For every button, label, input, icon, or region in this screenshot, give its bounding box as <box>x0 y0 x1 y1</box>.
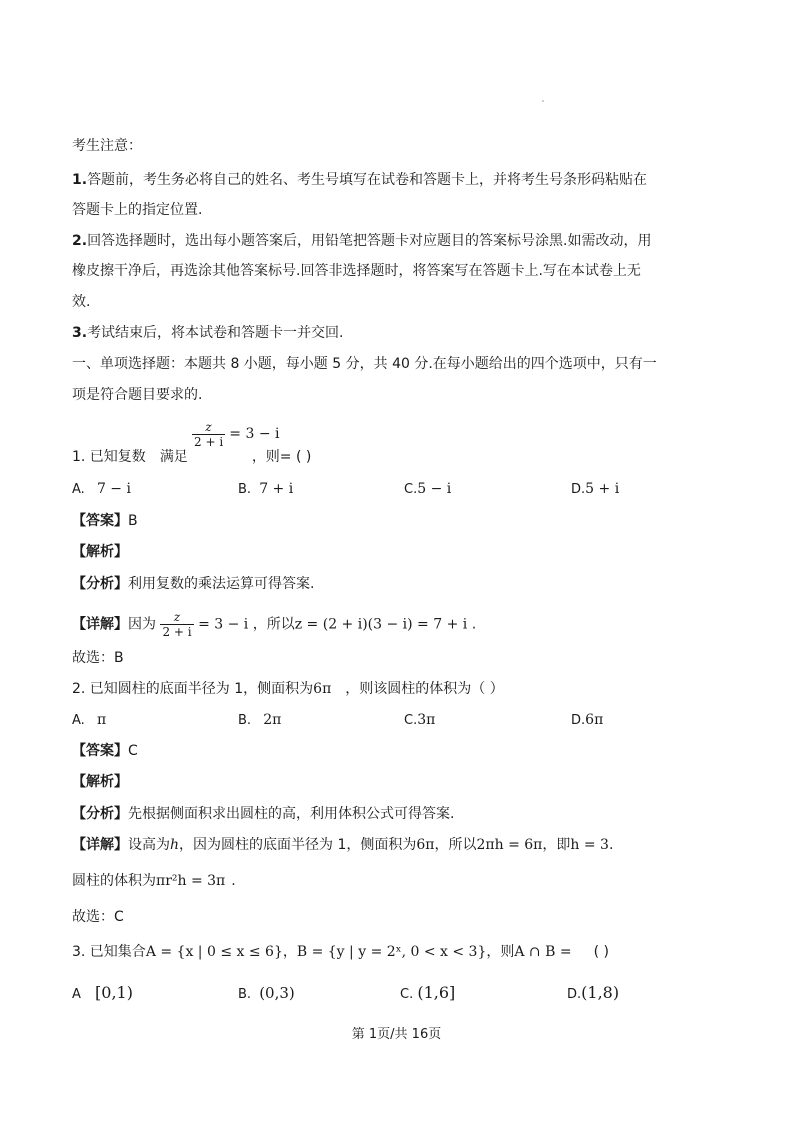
q1-stem-suffix: ，则= ( ) <box>251 449 312 465</box>
q1-choose: 故选：B <box>72 650 124 666</box>
q1-fraction-numerator: z <box>192 420 225 435</box>
q3-comma: ， <box>282 944 297 960</box>
q1-detail-fraction <box>160 610 193 639</box>
q1-fraction <box>192 420 225 449</box>
notice-item-1 <box>72 170 647 190</box>
q2-stem-math: 6π <box>313 681 332 697</box>
q1-option-a <box>72 479 131 500</box>
q1-analysis-tag: 【解析】 <box>72 544 128 560</box>
q2-volume <box>72 871 236 891</box>
q2-detail-h3: h = 3 <box>570 837 609 853</box>
q3-stem <box>72 942 609 962</box>
q2-option-d-label: D. <box>571 713 586 728</box>
q2-stem-pre: 2. 已知圆柱的底面半径为 1，侧面积为 <box>72 681 314 697</box>
notice-item-2 <box>72 231 652 251</box>
q1-detail-fraction-numerator: z <box>160 610 193 625</box>
q2-option-a-label: A. <box>72 713 85 728</box>
q2-option-a-value: π <box>96 712 107 728</box>
notice-item-2-cont2: 效. <box>72 294 91 310</box>
q1-detail-expr: z = (2 + i)(3 − i) = 7 + i <box>294 616 468 633</box>
q2-detail-c: ，所以 <box>434 837 477 853</box>
q3-option-b-label: B. <box>238 987 252 1002</box>
q3-stem-post: ( ) <box>593 944 609 960</box>
q3-option-c-value: (1,6] <box>417 983 456 1002</box>
q2-option-a <box>72 710 106 731</box>
notice-item-2-number: 2. <box>72 233 88 249</box>
q1-detail-fraction-denominator: 2 + i <box>162 625 192 639</box>
q1-detail-tag: 【详解】 <box>72 616 128 633</box>
notice-item-3-text: 考试结束后，将本试卷和答题卡一并交回. <box>87 325 344 341</box>
q1-stem <box>72 447 311 467</box>
q1-option-b-value: 7 + i <box>259 481 294 497</box>
q2-detail-a: 设高为 <box>128 837 170 853</box>
q2-volume-end: . <box>231 873 236 889</box>
q1-fraction-denominator: 2 + i <box>194 435 224 449</box>
notice-item-2-cont: 橡皮擦干净后，再选涂其他答案标号.回答非选择题时，将答案写在答题卡上.写在本试卷上无 <box>72 263 641 279</box>
q1-fenxi <box>72 574 314 594</box>
q1-fenxi-text: 利用复数的乘法运算可得答案. <box>128 576 315 592</box>
q3-option-b <box>238 983 295 1005</box>
q3-option-d <box>567 983 619 1005</box>
q1-option-a-label: A. <box>72 482 85 497</box>
q2-volume-pre: 圆柱的体积为 <box>72 873 156 889</box>
q1-option-a-value: 7 − i <box>96 481 131 497</box>
q2-fenxi <box>72 804 454 824</box>
q2-answer <box>72 741 138 761</box>
q1-option-b-label: B. <box>238 482 252 497</box>
notice-item-1-cont: 答题卡上的指定位置. <box>72 202 203 218</box>
q2-fenxi-tag: 【分析】 <box>72 806 128 822</box>
notice-item-3 <box>72 323 344 343</box>
q1-option-d <box>571 479 619 500</box>
q2-fenxi-text: 先根据侧面积求出圆柱的高，利用体积公式可得答案. <box>128 806 455 822</box>
q2-detail-eq: 2πh = 6π <box>476 837 543 853</box>
q3-set-b: B = {y | y = 2ˣ, 0 < x < 3} <box>296 944 487 960</box>
q1-detail-end: . <box>471 616 477 633</box>
q2-option-b-value: 2π <box>263 712 282 728</box>
q1-option-b <box>238 479 293 500</box>
q2-stem-post: ，则该圆柱的体积为（ ） <box>345 681 504 697</box>
q3-option-b-value: (0,3) <box>259 984 295 1002</box>
q3-stem-mid: ，则 <box>486 944 515 960</box>
q1-answer-value: B <box>128 513 138 529</box>
q1-answer-tag: 【答案】 <box>72 513 128 529</box>
q2-choose: 故选：C <box>72 909 124 925</box>
q3-stem-pre: 3. 已知集合 <box>72 944 146 960</box>
q1-fraction-rhs: = 3 − i <box>229 426 280 442</box>
q1-option-c-value: 5 − i <box>417 481 452 497</box>
notice-item-3-number: 3. <box>72 325 88 341</box>
q1-detail <box>72 610 476 639</box>
q1-stem-mid: 满足 <box>159 449 188 465</box>
q3-option-a <box>72 983 133 1005</box>
q2-option-c-label: C. <box>404 713 418 728</box>
q3-option-a-value: [0,1) <box>95 983 133 1002</box>
notice-item-1-number: 1. <box>72 172 88 188</box>
q3-option-d-label: D. <box>567 987 582 1002</box>
q2-analysis-tag: 【解析】 <box>72 774 128 790</box>
scan-speck <box>542 100 544 102</box>
q1-detail-mid: ，所以 <box>252 616 295 633</box>
q1-fenxi-tag: 【分析】 <box>72 576 128 592</box>
q2-option-b-label: B. <box>238 713 252 728</box>
q2-volume-expr: πr²h = 3π <box>156 873 226 889</box>
notice-item-1-text: 答题前，考生务必将自己的姓名、考生号填写在试卷和答题卡上，并将考生号条形码粘贴在 <box>87 172 648 188</box>
q1-stem-prefix: 1. 已知复数 <box>72 449 146 465</box>
notice-title: 考生注意： <box>72 138 142 154</box>
q2-stem <box>72 679 504 699</box>
q1-analysis <box>72 542 128 562</box>
q3-option-a-label: A <box>72 987 81 1002</box>
section-header: 一、单项选择题：本题共 8 小题，每小题 5 分，共 40 分.在每小题给出的四个选项中，只有一 <box>72 356 657 372</box>
q1-option-d-value: 5 + i <box>585 481 620 497</box>
page-footer: 第 1页/共 16页 <box>351 1027 442 1042</box>
q1-condition-fraction <box>192 420 280 449</box>
q1-detail-rhs: = 3 − i <box>198 616 249 633</box>
q2-analysis <box>72 772 128 792</box>
q2-detail-h: h <box>170 837 180 853</box>
q3-intersection: A ∩ B = <box>514 944 572 960</box>
q2-answer-value: C <box>128 743 138 759</box>
notice-item-2-text: 回答选择题时，选出每小题答案后，用铅笔把答题卡对应题目的答案标号涂黑.如需改动，用 <box>87 233 652 249</box>
q3-option-c <box>400 983 455 1005</box>
q2-option-c <box>404 710 435 731</box>
q2-detail <box>72 835 613 855</box>
q3-option-d-value: (1,8) <box>581 983 620 1002</box>
q3-option-c-label: C. <box>400 987 414 1002</box>
q2-detail-b: ，因为圆柱的底面半径为 1，侧面积为 <box>179 837 417 853</box>
q1-option-c-label: C. <box>404 482 418 497</box>
q2-detail-e: . <box>608 837 614 853</box>
q2-detail-d: ，即 <box>542 837 571 853</box>
q2-option-d <box>571 710 603 731</box>
q2-answer-tag: 【答案】 <box>72 743 128 759</box>
q2-option-d-value: 6π <box>585 712 604 728</box>
section-header-cont: 项是符合题目要求的. <box>72 387 203 403</box>
q1-detail-pre: 因为 <box>128 616 156 633</box>
q2-detail-6pi: 6π <box>416 837 435 853</box>
q1-option-d-label: D. <box>571 482 586 497</box>
q2-detail-tag: 【详解】 <box>72 837 128 853</box>
q1-answer <box>72 511 138 531</box>
q2-option-c-value: 3π <box>417 712 436 728</box>
q2-option-b <box>238 710 281 731</box>
q3-set-a: A = {x | 0 ≤ x ≤ 6} <box>145 944 283 960</box>
q1-option-c <box>404 479 451 500</box>
